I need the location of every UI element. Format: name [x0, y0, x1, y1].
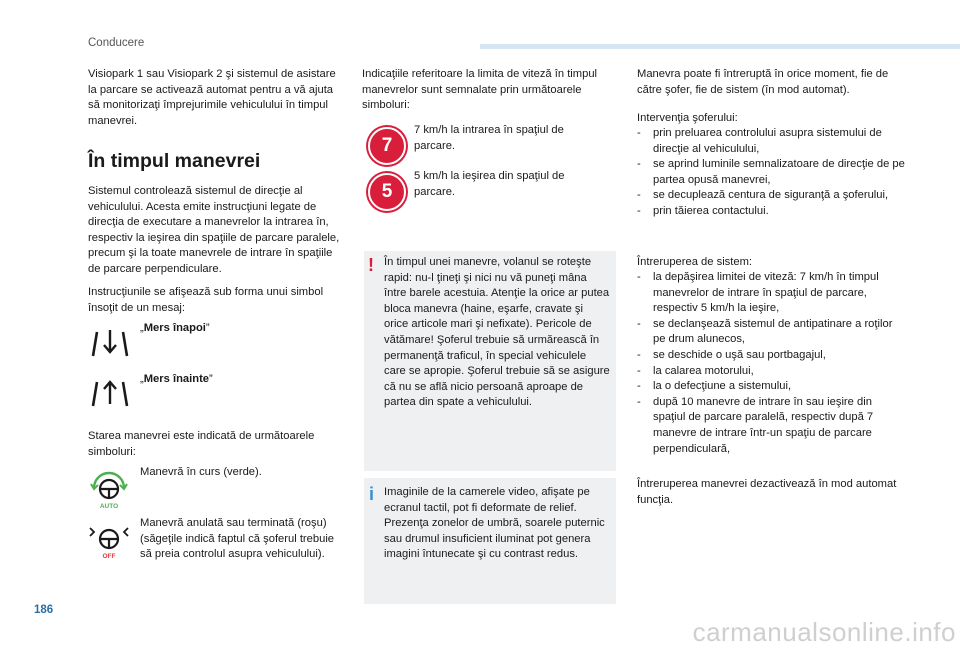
- steering-auto-icon: [86, 468, 132, 510]
- speed-in-text: 7 km/h la intrarea în spaţiul de parcare.: [414, 124, 564, 152]
- list-item: - la o defecţiune a sistemului,: [637, 379, 905, 395]
- list-item: - la depăşirea limitei de viteză: 7 km/h în timpul manevrelor de intrare în spaţiul de parcare, respectiv 5 km/h la ieşire,: [637, 270, 905, 317]
- list-item: - se decuplează centura de siguranţă a şoferului,: [637, 188, 905, 204]
- list-item: - se aprind luminile semnalizatoare de direcţie de pe partea opusă manevrei,: [637, 157, 905, 188]
- header-bar: [480, 44, 960, 49]
- forward-arrow-icon: [88, 374, 132, 410]
- steering-off-icon: [86, 520, 132, 562]
- speed-limit-7-sign: 7: [368, 127, 406, 165]
- speed-limit-5-sign: 5: [368, 173, 406, 211]
- forward-label: „Mers înainte”: [140, 373, 213, 385]
- status-off-text: Manevră anulată sau terminată (roşu) (săgeţile indică faptul că şoferul trebuie să preia controlul asupra vehiculului).: [140, 517, 335, 561]
- warning-icon: !: [368, 255, 374, 275]
- system-list: [637, 270, 905, 457]
- info-icon: i: [369, 484, 375, 504]
- deactivation-paragraph: Întreruperea manevrei dezactivează în mod automat funcţia.: [637, 478, 897, 506]
- list-item: - prin tăierea contactului.: [637, 204, 905, 220]
- list-item: - după 10 manevre de intrare în sau ieşire din spaţiul de parcare paralelă, respectiv după 7 manevre de intrare într-un spaţiu de parcare perpendiculară,: [637, 395, 905, 457]
- steering-paragraph: Sistemul controlează sistemul de direcţie al vehiculului. Acesta emite instrucţiuni legate de direcţia de executare a manevrelor la intrarea în, respectiv la ieşirea din spaţiile de parcare paralele, precum şi la toate manevrele de intrare în spaţiile de parcare perpendiculare.: [88, 185, 340, 275]
- page-number: 186: [34, 604, 54, 616]
- system-title: Întreruperea de sistem:: [637, 256, 753, 268]
- instructions-paragraph: Instrucţiunile se afişează sub forma unui simbol însoţit de un mesaj:: [88, 286, 324, 314]
- intro-paragraph: Visiopark 1 sau Visiopark 2 şi sistemul de asistare la parcare se activează automat pentru a vă ajuta să monitorizaţi împrejurimile vehiculului în timpul manevrei.: [88, 68, 336, 127]
- list-item: - se declanşează sistemul de antipatinare a roţilor pe drum alunecos,: [637, 317, 905, 348]
- interrupt-paragraph: Manevra poate fi întreruptă în orice moment, fie de către şofer, fie de sistem (în mod automat).: [637, 68, 889, 96]
- warning-text: În timpul unei manevre, volanul se roteşte rapid: nu-l ţineţi şi nici nu vă puneţi mâna între barele acestuia. Atenţie la orice ar putea bloca manevra (haine, eşarfe, cravate şi orice articole mari şi nefixate). Pericole de vătămare! Şoferul trebuie să urmărească în permanenţă traficul, în special vehiculele care se apropie. Şoferul trebuie să se asigure că nu se află nicio persoană aproape de partea din spate a vehiculului.: [384, 256, 610, 409]
- list-item: - se deschide o uşă sau portbagajul,: [637, 348, 905, 364]
- reverse-arrow-icon: [88, 324, 132, 360]
- info-text: Imaginile de la camerele video, afişate pe ecranul tactil, pot fi deformate de relief. Prezenţa zonelor de umbră, soarele puternic sau drumul insuficient iluminat pot genera imagini întunecate şi cu contrast redus.: [384, 486, 605, 561]
- list-item: - la calarea motorului,: [637, 364, 905, 380]
- speed-out-text: 5 km/h la ieşirea din spaţiul de parcare.: [414, 170, 565, 198]
- list-item: - prin preluarea controlului asupra sistemului de direcţie al vehiculului,: [637, 126, 905, 157]
- off-badge: OFF: [102, 553, 116, 560]
- reverse-label: „Mers înapoi”: [140, 322, 210, 334]
- speed-intro: Indicaţiile referitoare la limita de viteză în timpul manevrelor sunt semnalate prin următoarele simboluri:: [362, 68, 598, 112]
- watermark: carmanualsonline.info: [692, 617, 956, 647]
- driver-title: Intervenţia şoferului:: [637, 112, 738, 124]
- status-paragraph: Starea manevrei este indicată de următoarele simboluri:: [88, 430, 315, 458]
- section-label: Conducere: [88, 37, 145, 49]
- auto-badge: AUTO: [99, 503, 119, 510]
- status-auto-text: Manevră în curs (verde).: [140, 466, 262, 478]
- driver-list: [637, 126, 905, 220]
- section-heading: În timpul manevrei: [88, 150, 261, 172]
